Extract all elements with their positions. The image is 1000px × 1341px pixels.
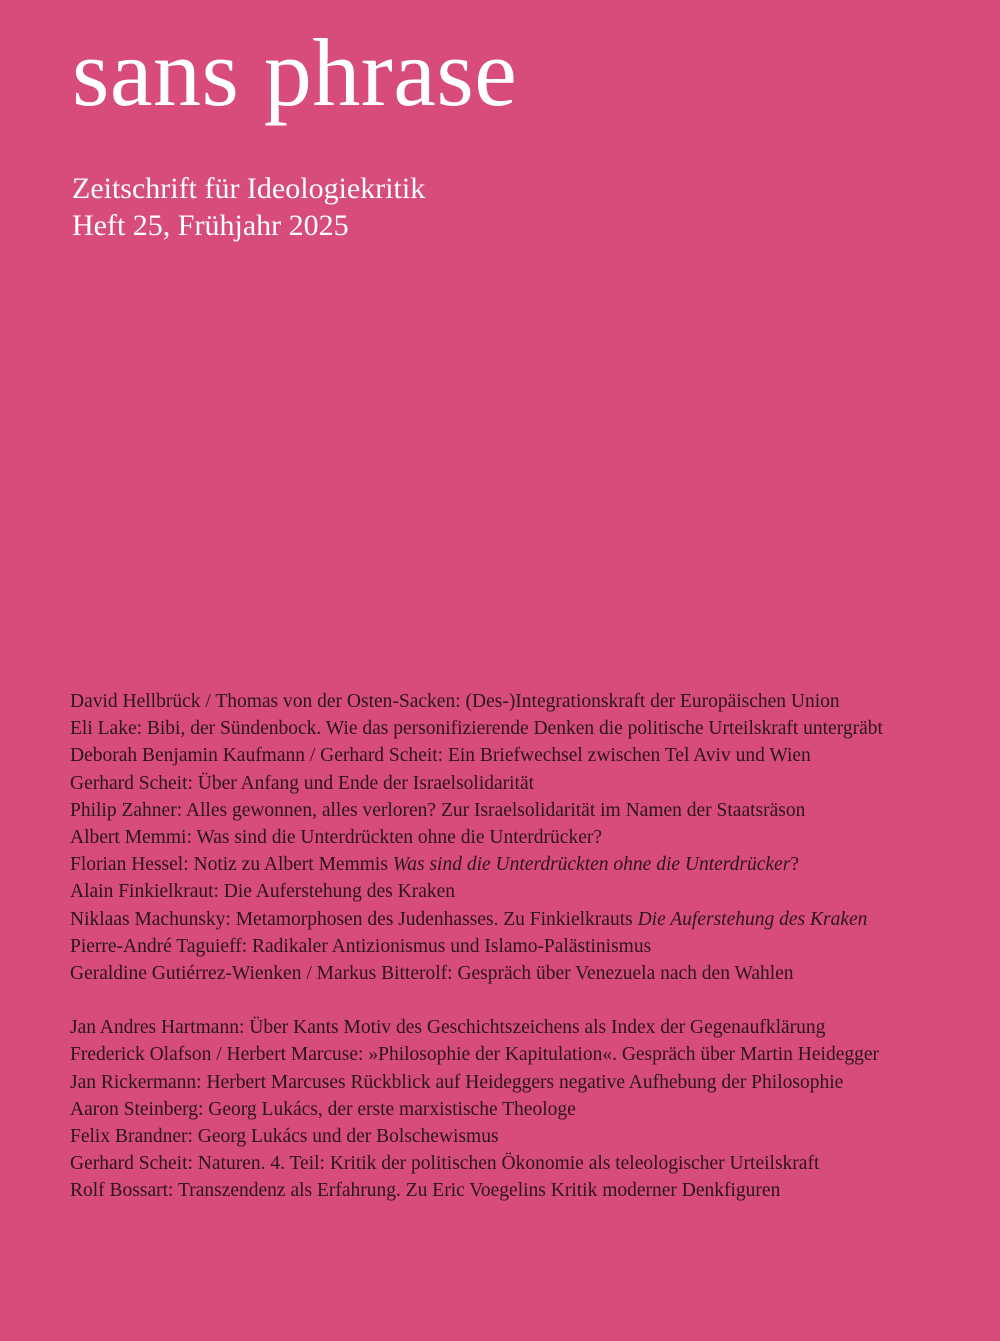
journal-tagline: Zeitschrift für Ideologiekritik xyxy=(72,172,426,205)
contents-entry: Florian Hessel: Notiz zu Albert Memmis Was sind die Unterdrückten ohne die Unterdrücker? xyxy=(70,854,799,876)
contents-entry: Albert Memmi: Was sind die Unterdrückten ohne die Unterdrücker? xyxy=(70,827,602,849)
contents-entry: Rolf Bossart: Transzendenz als Erfahrung. Zu Eric Voegelins Kritik moderner Denkfiguren xyxy=(70,1180,781,1202)
contents-entry: Deborah Benjamin Kaufmann / Gerhard Scheit: Ein Briefwechsel zwischen Tel Aviv und Wien xyxy=(70,745,811,767)
contents-entry: Felix Brandner: Georg Lukács und der Bolschewismus xyxy=(70,1126,499,1148)
contents-entry: Aaron Steinberg: Georg Lukács, der erste marxistische Theologe xyxy=(70,1098,576,1120)
contents-entry: Jan Andres Hartmann: Über Kants Motiv des Geschichtszeichens als Index der Gegenaufklärung xyxy=(70,1017,826,1039)
group-spacer xyxy=(70,987,883,1014)
contents-entry: Gerhard Scheit: Naturen. 4. Teil: Kritik der politischen Ökonomie als teleologischer Urteilskraft xyxy=(70,1153,820,1175)
journal-title: sans phrase xyxy=(72,19,518,126)
contents-entry: Gerhard Scheit: Über Anfang und Ende der Israelsolidarität xyxy=(70,772,535,794)
italic-title: Die Auferstehung des Kraken xyxy=(637,908,868,930)
contents-group-2 xyxy=(70,1014,883,1204)
italic-title: Was sind die Unterdrückten ohne die Unterdrücker xyxy=(392,854,791,876)
contents-entry: Jan Rickermann: Herbert Marcuses Rückblick auf Heideggers negative Aufhebung der Philosophie xyxy=(70,1071,844,1093)
contents-entry: Alain Finkielkraut: Die Auferstehung des Kraken xyxy=(70,881,456,903)
contents-group-1 xyxy=(70,688,883,987)
contents-entry: Geraldine Gutiérrez-Wienken / Markus Bitterolf: Gespräch über Venezuela nach den Wahlen xyxy=(70,963,794,985)
contents-entry: Frederick Olafson / Herbert Marcuse: »Philosophie der Kapitulation«. Gespräch über Martin Heidegger xyxy=(70,1044,880,1066)
contents-entry: Philip Zahner: Alles gewonnen, alles verloren? Zur Israelsolidarität im Namen der Staatsräson xyxy=(70,799,806,821)
table-of-contents xyxy=(70,688,883,1205)
contents-entry: Pierre-André Taguieff: Radikaler Antizionismus und Islamo-Palästinismus xyxy=(70,935,652,957)
contents-entry: Eli Lake: Bibi, der Sündenbock. Wie das personifizierende Denken die politische Urteilskraft untergräbt xyxy=(70,718,883,740)
journal-subtitle xyxy=(72,170,425,244)
contents-entry: Niklaas Machunsky: Metamorphosen des Judenhasses. Zu Finkielkrauts Die Auferstehung des Kraken xyxy=(70,908,868,930)
contents-entry: David Hellbrück / Thomas von der Osten-Sacken: (Des-)Integrationskraft der Europäischen Union xyxy=(70,691,840,712)
issue-info: Heft 25, Frühjahr 2025 xyxy=(72,209,349,242)
